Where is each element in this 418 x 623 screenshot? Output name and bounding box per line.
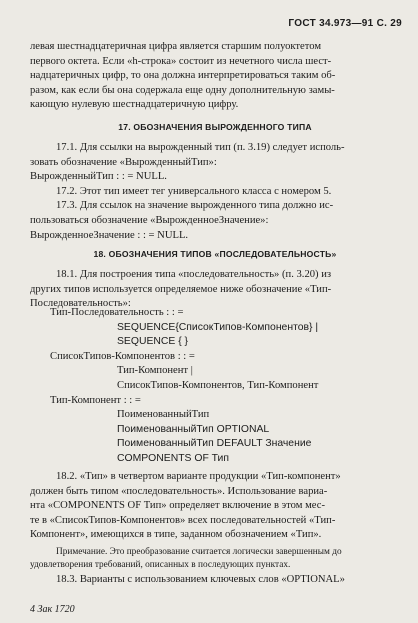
grammar-line: COMPONENTS OF Тип bbox=[117, 452, 229, 464]
text-line: кающую нулевую шестнадцатеричную цифру. bbox=[30, 99, 239, 111]
code-line: ВырожденныйТип : : = NULL. bbox=[30, 171, 167, 183]
text-line: 17.2. Этот тип имеет тег универсального класса с номером 5. bbox=[56, 185, 332, 197]
text-line: должен быть типом «последовательность». Использование вариа- bbox=[30, 485, 328, 497]
grammar-line: SEQUENCE { } bbox=[117, 336, 189, 348]
section-17-body bbox=[30, 141, 400, 243]
page-header: ГОСТ 34.973—91 С. 29 bbox=[288, 18, 402, 29]
grammar-line: СписокТипов-Компонентов : : = bbox=[50, 350, 195, 362]
grammar-line: ПоименованныйТип bbox=[117, 409, 210, 421]
text-line: те в «СписокТипов-Компонентов» всех последовательностей «Тип- bbox=[30, 514, 336, 526]
text-line: Последовательность»: bbox=[30, 298, 131, 310]
page-footer: 4 Зак 1720 bbox=[30, 604, 75, 615]
text-line: надцатеричных цифр, то она должна интерпретироваться таким об- bbox=[30, 70, 336, 82]
code-line: ВырожденноеЗначение : : = NULL. bbox=[30, 229, 189, 241]
section-18 bbox=[30, 249, 400, 259]
section-17 bbox=[30, 122, 400, 132]
section-18-p2 bbox=[30, 470, 400, 543]
text-line: левая шестнадцатеричная цифра является старшим полуоктетом bbox=[30, 41, 322, 52]
text-line: 17.3. Для ссылок на значение вырожденного типа должно ис- bbox=[56, 200, 334, 212]
grammar-line: ПоименованныйТип DEFAULT Значение bbox=[117, 438, 312, 450]
text-line: других типов используется определяемое ниже обозначение «Тип- bbox=[30, 283, 332, 295]
section-17-heading: 17. ОБОЗНАЧЕНИЯ ВЫРОЖДЕННОГО ТИПА bbox=[118, 122, 312, 132]
intro-paragraph bbox=[30, 40, 400, 113]
text-line: 18.1. Для построения типа «последовательность» (п. 3.20) из bbox=[56, 269, 332, 280]
grammar-line: СписокТипов-Компонентов, Тип-Компонент bbox=[117, 379, 319, 391]
text-line: 18.2. «Тип» в четвертом варианте продукции «Тип-компонент» bbox=[56, 471, 341, 482]
text-line: первого октета. Если «h-строка» состоит из нечетного числа шест- bbox=[30, 55, 332, 67]
section-18-p3-text bbox=[30, 573, 400, 588]
grammar-line: Тип-Последовательность : : = bbox=[50, 307, 184, 318]
text-line: Компонент», имеющихся в типе, заданном обозначением «Тип». bbox=[30, 529, 322, 541]
grammar-line: SEQUENCE{СписокТипов-Компонентов} | bbox=[117, 321, 319, 333]
grammar-line: ПоименованныйТип OPTIONAL bbox=[117, 423, 270, 435]
section-18-heading: 18. ОБОЗНАЧЕНИЯ ТИПОВ «ПОСЛЕДОВАТЕЛЬНОСТЬ» bbox=[93, 249, 337, 259]
note-line: Примечание. Это преобразование считается логически завершенным до bbox=[56, 547, 342, 557]
note-line: удовлетворения требований, описанных в последующих пунктах. bbox=[30, 559, 291, 570]
text-line: пользоваться обозначение «ВырожденноеЗначение»: bbox=[30, 214, 269, 226]
grammar-line: Тип-Компонент : : = bbox=[50, 394, 141, 406]
text-line: 18.3. Варианты с использованием ключевых слов «OPTIONAL» bbox=[56, 574, 345, 585]
text-line: зовать обозначение «ВырожденныйТип»: bbox=[30, 156, 217, 168]
text-line: 17.1. Для ссылки на вырожденный тип (п. 3.19) следует исполь- bbox=[56, 142, 345, 153]
text-line: нта «COMPONENTS OF Тип» определяет включение в этом мес- bbox=[30, 500, 325, 512]
text-line: разом, как если бы она содержала еще одну дополнительную замы- bbox=[30, 84, 335, 96]
note-block bbox=[30, 546, 400, 571]
grammar-line: Тип-Компонент | bbox=[117, 365, 193, 377]
grammar-block bbox=[30, 306, 400, 467]
